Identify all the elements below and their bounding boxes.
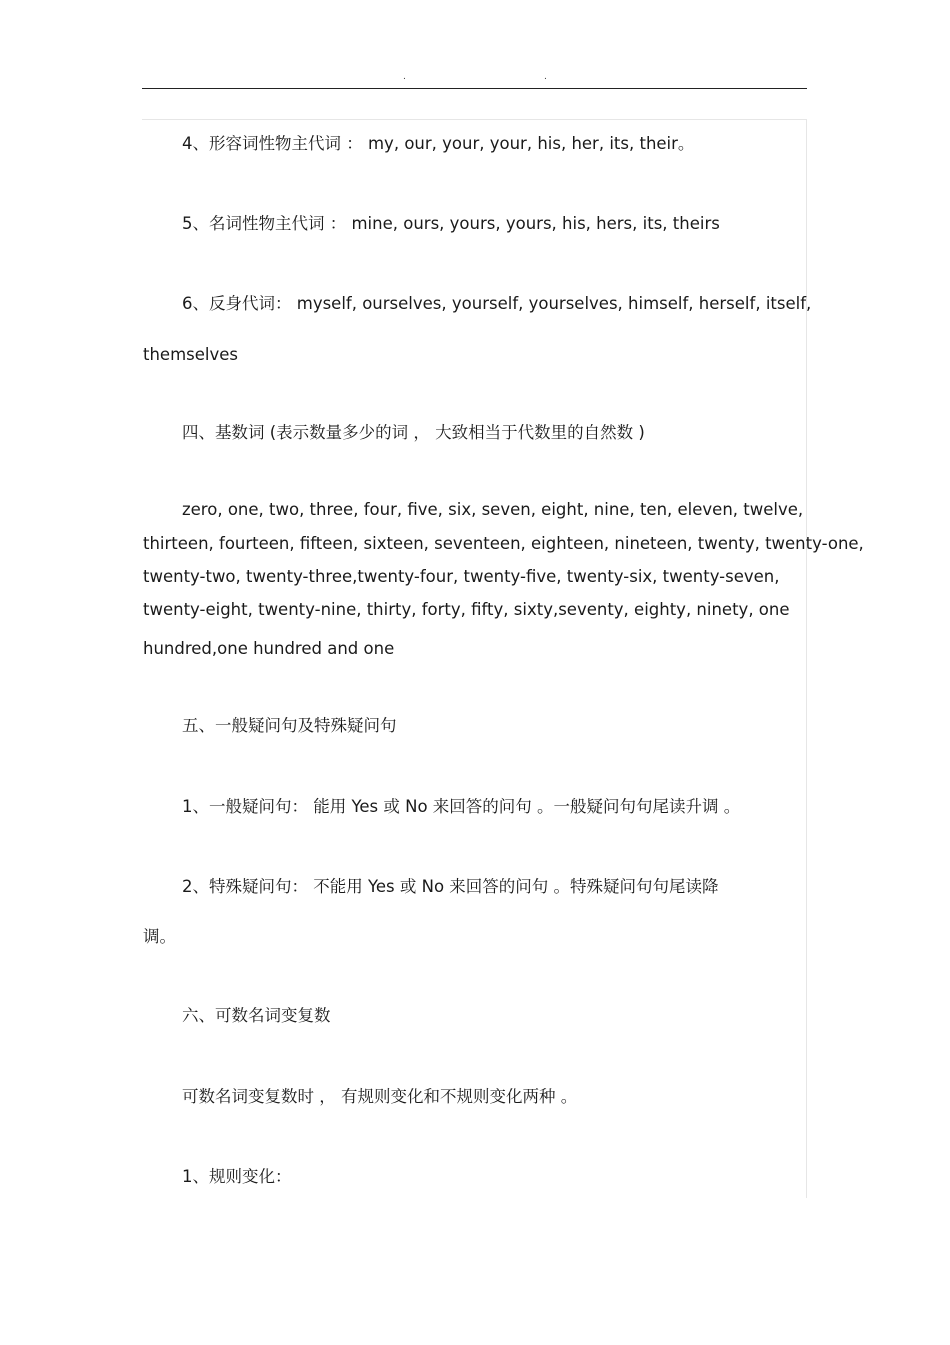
header-rule (142, 88, 807, 89)
header-dot-left: . (403, 72, 406, 82)
paragraph-special-question: 2、特殊疑问句： 不能用 Yes 或 No 来回答的问句 。特殊疑问句句尾读降 (182, 877, 719, 896)
paragraph-plural-intro: 可数名词变复数时 ， 有规则变化和不规则变化两种 。 (182, 1087, 578, 1106)
section-heading-plural-nouns: 六、可数名词变复数 (182, 1006, 331, 1025)
paragraph-numbers-line-3: twenty-two, twenty-three,twenty-four, twenty-five, twenty-six, twenty-seven, (143, 567, 780, 586)
paragraph-adjective-possessive-pronouns: 4、形容词性物主代词 ： my, our, your, your, his, her, its, their。 (182, 134, 695, 153)
paragraph-regular-change: 1、规则变化： (182, 1167, 292, 1186)
paragraph-noun-possessive-pronouns: 5、名词性物主代词 ： mine, ours, yours, yours, his, hers, its, theirs (182, 214, 720, 233)
paragraph-reflexive-pronouns-cont: themselves (143, 345, 238, 364)
paragraph-numbers-line-2: thirteen, fourteen, fifteen, sixteen, seventeen, eighteen, nineteen, twenty, twenty-one, (143, 534, 864, 553)
paragraph-reflexive-pronouns: 6、反身代词： myself, ourselves, yourself, yourselves, himself, herself, itself, (182, 294, 812, 313)
paragraph-numbers-line-5: hundred,one hundred and one (143, 639, 395, 658)
section-heading-cardinal-numbers: 四、基数词 (表示数量多少的词 ， 大致相当于代数里的自然数 ) (182, 423, 645, 442)
page-header (142, 72, 807, 86)
paragraph-special-question-cont: 调。 (143, 927, 176, 946)
paragraph-numbers-line-4: twenty-eight, twenty-nine, thirty, forty, fifty, sixty,seventy, eighty, ninety, one (143, 600, 790, 619)
paragraph-numbers-line-1: zero, one, two, three, four, five, six, seven, eight, nine, ten, eleven, twelve, (182, 500, 804, 519)
header-dot-right: . (544, 72, 547, 82)
paragraph-general-question: 1、一般疑问句： 能用 Yes 或 No 来回答的问句 。一般疑问句句尾读升调 。 (182, 797, 741, 816)
section-heading-questions: 五、一般疑问句及特殊疑问句 (182, 716, 397, 735)
